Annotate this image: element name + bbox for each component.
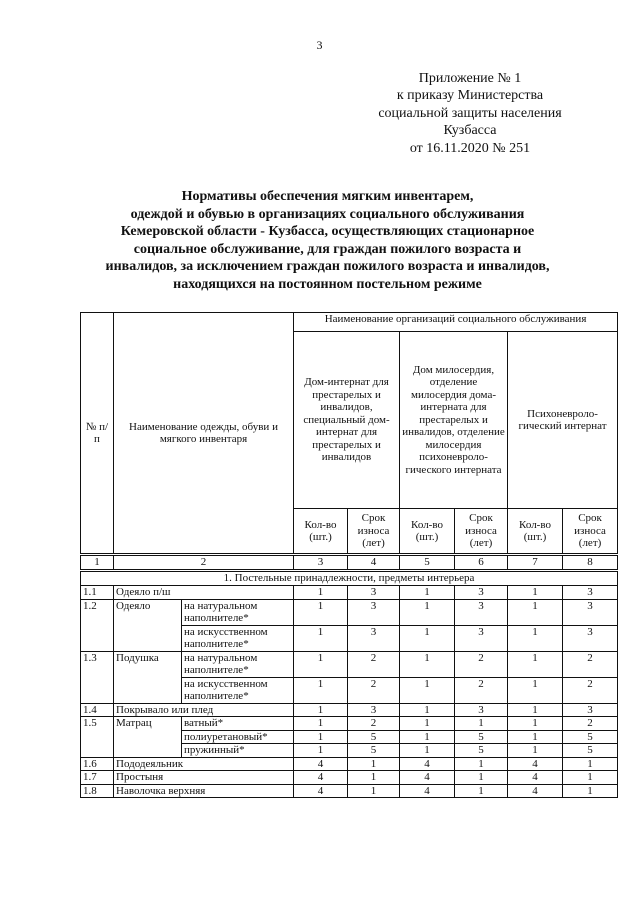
- appendix-block: [355, 70, 585, 157]
- header-org-group: Наименование организаций социального обслуживания: [294, 313, 618, 332]
- colnum: 2: [114, 555, 294, 571]
- header-org3: Психоневроло-гический интернат: [508, 332, 618, 509]
- table-row: [81, 651, 618, 677]
- colnum: 6: [455, 555, 508, 571]
- row-value: 2: [348, 651, 400, 677]
- row-number: 1.7: [81, 771, 114, 785]
- row-value: 1: [400, 730, 455, 744]
- row-value: 1: [294, 703, 348, 717]
- row-value: 3: [563, 586, 618, 600]
- row-value: 1: [563, 784, 618, 798]
- header-org2: Дом милосердия, отделение милосердия дома-интерната для престарелых и инвалидов, отделение милосердия психоневроло-гического интерната: [400, 332, 508, 509]
- row-subname: на натуральном наполнителе*: [182, 599, 294, 625]
- row-value: 5: [348, 744, 400, 758]
- row-value: 1: [400, 744, 455, 758]
- row-value: 4: [294, 771, 348, 785]
- appendix-line: социальной защиты населения: [378, 105, 562, 121]
- colnum: 1: [81, 555, 114, 571]
- row-value: 2: [348, 717, 400, 731]
- table-row: [81, 703, 618, 717]
- row-value: 2: [455, 677, 508, 703]
- row-value: 4: [400, 757, 455, 771]
- row-number: 1.2: [81, 599, 114, 651]
- title-line: Кемеровской области - Кузбасса, осуществляющих стационарное: [120, 224, 535, 239]
- row-value: 3: [563, 599, 618, 625]
- table-row: [81, 717, 618, 731]
- appendix-line: к приказу Министерства: [396, 88, 544, 104]
- row-value: 1: [563, 771, 618, 785]
- row-subname: пружинный*: [182, 744, 294, 758]
- row-value: 1: [348, 771, 400, 785]
- row-number: 1.4: [81, 703, 114, 717]
- row-value: 1: [455, 757, 508, 771]
- row-value: 3: [348, 625, 400, 651]
- colnum: 7: [508, 555, 563, 571]
- colnum: 8: [563, 555, 618, 571]
- row-value: 4: [508, 784, 563, 798]
- row-value: 2: [348, 677, 400, 703]
- row-value: 1: [348, 757, 400, 771]
- row-value: 3: [455, 625, 508, 651]
- row-value: 3: [455, 703, 508, 717]
- page-number: 3: [316, 38, 323, 52]
- row-value: 1: [508, 625, 563, 651]
- row-value: 1: [294, 730, 348, 744]
- row-value: 5: [563, 744, 618, 758]
- row-name: Покрывало или плед: [114, 703, 294, 717]
- row-value: 3: [455, 586, 508, 600]
- row-name: Простыня: [114, 771, 294, 785]
- row-value: 5: [348, 730, 400, 744]
- row-subname: на натуральном наполнителе*: [182, 651, 294, 677]
- row-subname: ватный*: [182, 717, 294, 731]
- row-value: 1: [294, 717, 348, 731]
- row-value: 1: [508, 586, 563, 600]
- row-value: 3: [563, 625, 618, 651]
- section-heading: 1. Постельные принадлежности, предметы интерьера: [81, 571, 618, 586]
- header-wear: Срок износа (лет): [563, 509, 618, 555]
- row-number: 1.8: [81, 784, 114, 798]
- header-qty: Кол-во (шт.): [508, 509, 563, 555]
- row-value: 1: [400, 599, 455, 625]
- row-value: 1: [508, 730, 563, 744]
- row-value: 1: [455, 784, 508, 798]
- colnum: 3: [294, 555, 348, 571]
- row-value: 2: [563, 651, 618, 677]
- table-row: [81, 599, 618, 625]
- header-qty: Кол-во (шт.): [400, 509, 455, 555]
- title-line: инвалидов, за исключением граждан пожилого возраста и инвалидов,: [105, 259, 550, 274]
- row-value: 1: [400, 651, 455, 677]
- row-value: 1: [400, 717, 455, 731]
- row-value: 5: [455, 730, 508, 744]
- table-row: [81, 771, 618, 785]
- row-value: 1: [348, 784, 400, 798]
- row-value: 2: [563, 717, 618, 731]
- row-subname: на искусственном наполнителе*: [182, 677, 294, 703]
- row-number: 1.1: [81, 586, 114, 600]
- row-value: 3: [455, 599, 508, 625]
- table-row: [81, 784, 618, 798]
- row-value: 1: [294, 599, 348, 625]
- title-line: социальное обслуживание, для граждан пожилого возраста и: [133, 241, 522, 257]
- row-number: 1.3: [81, 651, 114, 703]
- row-subname: на искусственном наполнителе*: [182, 625, 294, 651]
- row-value: 1: [508, 744, 563, 758]
- row-value: 1: [294, 744, 348, 758]
- appendix-line: от 16.11.2020 № 251: [409, 140, 531, 156]
- row-value: 3: [348, 703, 400, 717]
- row-name: Подушка: [114, 651, 182, 703]
- title-line: одеждой и обувью в организациях социального обслуживания: [130, 206, 525, 222]
- row-value: 1: [294, 625, 348, 651]
- row-value: 3: [563, 703, 618, 717]
- row-value: 4: [294, 757, 348, 771]
- table-row: [81, 586, 618, 600]
- row-value: 3: [348, 599, 400, 625]
- row-value: 4: [400, 771, 455, 785]
- row-value: 1: [508, 717, 563, 731]
- colnum: 4: [348, 555, 400, 571]
- row-value: 1: [455, 771, 508, 785]
- appendix-line: Приложение № 1: [418, 71, 522, 86]
- header-num: № п/п: [81, 313, 114, 555]
- header-qty: Кол-во (шт.): [294, 509, 348, 555]
- colnum: 5: [400, 555, 455, 571]
- row-value: 2: [563, 677, 618, 703]
- row-value: 1: [455, 717, 508, 731]
- row-number: 1.5: [81, 717, 114, 758]
- table-row: [81, 757, 618, 771]
- row-value: 1: [508, 651, 563, 677]
- row-value: 4: [400, 784, 455, 798]
- row-name: Одеяло п/ш: [114, 586, 294, 600]
- row-name: Одеяло: [114, 599, 182, 651]
- row-value: 2: [455, 651, 508, 677]
- row-value: 1: [508, 677, 563, 703]
- row-value: 1: [400, 677, 455, 703]
- row-value: 1: [400, 586, 455, 600]
- row-value: 4: [294, 784, 348, 798]
- row-subname: полиуретановый*: [182, 730, 294, 744]
- row-name: Пододеяльник: [114, 757, 294, 771]
- appendix-line: Кузбасса: [443, 123, 497, 139]
- row-value: 1: [400, 625, 455, 651]
- row-value: 1: [508, 599, 563, 625]
- row-name: Матрац: [114, 717, 182, 758]
- row-value: 4: [508, 757, 563, 771]
- header-wear: Срок износа (лет): [348, 509, 400, 555]
- row-name: Наволочка верхняя: [114, 784, 294, 798]
- header-wear: Срок износа (лет): [455, 509, 508, 555]
- row-value: 1: [508, 703, 563, 717]
- row-value: 5: [563, 730, 618, 744]
- norms-table: [80, 312, 618, 798]
- row-value: 1: [294, 586, 348, 600]
- row-value: 1: [400, 703, 455, 717]
- row-value: 5: [455, 744, 508, 758]
- row-value: 1: [294, 677, 348, 703]
- row-value: 4: [508, 771, 563, 785]
- row-value: 1: [294, 651, 348, 677]
- document-title: [85, 188, 570, 293]
- title-line: находящихся на постоянном постельном режиме: [173, 276, 482, 292]
- row-number: 1.6: [81, 757, 114, 771]
- table-body: [81, 586, 618, 798]
- row-value: 1: [563, 757, 618, 771]
- header-item: Наименование одежды, обуви и мягкого инвентаря: [114, 313, 294, 555]
- row-value: 3: [348, 586, 400, 600]
- header-org1: Дом-интернат для престарелых и инвалидов, специальный дом-интернат для престарелых и инвалидов: [294, 332, 400, 509]
- title-line: Нормативы обеспечения мягким инвентарем,: [181, 189, 474, 204]
